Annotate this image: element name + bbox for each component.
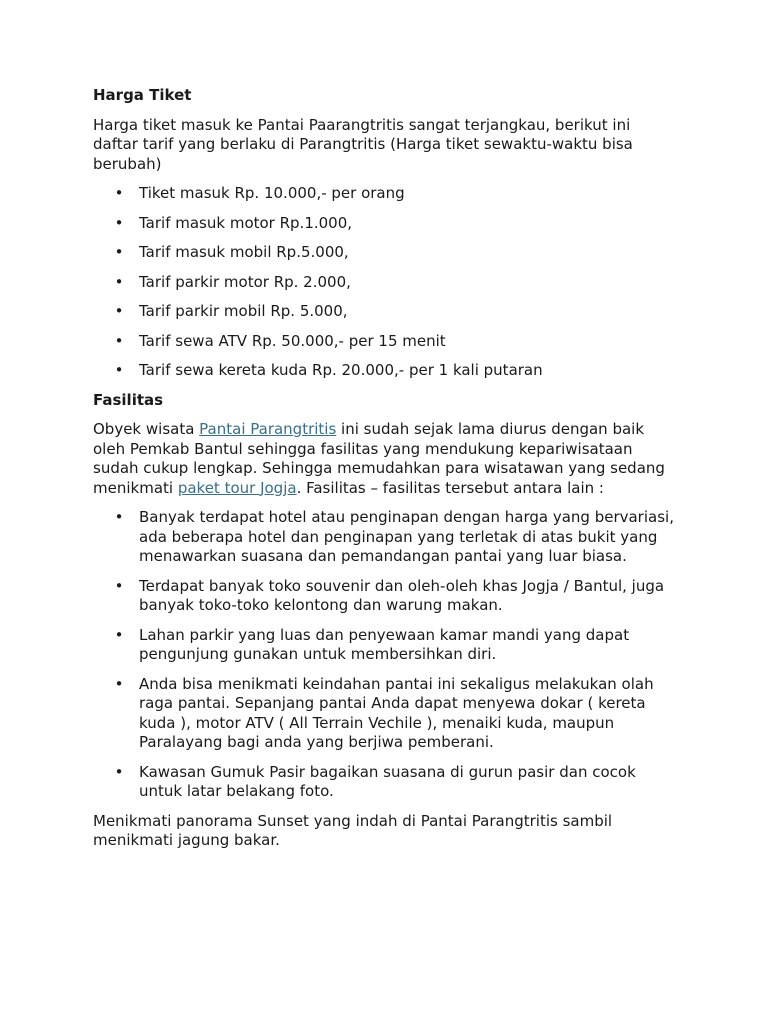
list-item (93, 508, 676, 567)
bullet-icon: • (114, 576, 124, 595)
bullet-icon: • (114, 302, 124, 320)
list-item (93, 302, 676, 322)
paragraph-text: . Fasilitas – fasilitas tersebut antara lain : (296, 478, 604, 497)
list-item (93, 184, 676, 204)
paragraph-text: ini sudah sejak lama diurus dengan baik oleh Pemkab Bantul sehingga fasilitas yang mendukung kepariwisataan sudah cukup lengkap. Sehingga memudahkan para wisatawan yang sedang menikmati (93, 420, 665, 497)
ticket-price-list (93, 184, 676, 381)
bullet-icon: • (114, 331, 124, 350)
fasilitas-paragraph (93, 420, 676, 498)
paragraph-text: Obyek wisata (93, 420, 200, 438)
list-item-text: Lahan parkir yang luas dan penyewaan kamar mandi yang dapat pengunjung gunakan untuk membersihkan diri. (139, 625, 630, 663)
bullet-icon: • (114, 243, 124, 261)
list-item (93, 332, 676, 352)
list-item (93, 361, 676, 381)
list-item-text: Banyak terdapat hotel atau penginapan dengan harga yang bervariasi, ada beberapa hotel dan penginapan yang terletak di atas bukit yang menawarkan suasana dan pemandangan pantai yang luar biasa. (139, 508, 674, 565)
list-item-text: Tarif sewa ATV Rp. 50.000,- per 15 menit (139, 331, 446, 350)
bullet-icon: • (114, 184, 124, 202)
bullet-icon: • (114, 272, 124, 291)
heading-harga-tiket: Harga Tiket (93, 86, 192, 104)
list-item (93, 577, 676, 616)
list-item-text: Tiket masuk Rp. 10.000,- per orang (139, 184, 405, 202)
list-item (93, 214, 676, 234)
list-item (93, 626, 676, 665)
link-paket-tour-jogja[interactable]: paket tour Jogja (177, 478, 297, 497)
list-item-text: Tarif masuk mobil Rp.5.000, (139, 243, 349, 261)
link-pantai-parangtritis[interactable]: Pantai Parangtritis (199, 420, 337, 438)
bullet-icon: • (114, 508, 124, 526)
list-item-text: Tarif parkir motor Rp. 2.000, (139, 272, 351, 291)
list-item-text: Terdapat banyak toko souvenir dan oleh-oleh khas Jogja / Bantul, juga banyak toko-toko kelontong dan warung makan. (139, 576, 665, 614)
list-item (93, 243, 676, 263)
facility-list (93, 508, 676, 802)
list-item-text: Anda bisa menikmati keindahan pantai ini sekaligus melakukan olah raga pantai. Sepanjang pantai Anda dapat menyewa dokar ( kereta kuda ), motor ATV ( All Terrain Vechile ), menaiki kuda, maupun Paralayang bagi anda yang berjiwa pemberani. (139, 674, 654, 751)
list-item-text: Kawasan Gumuk Pasir bagaikan suasana di gurun pasir dan cocok untuk latar belakang foto. (139, 762, 636, 800)
bullet-icon: • (114, 762, 124, 781)
list-item (93, 675, 676, 753)
bullet-icon: • (114, 625, 124, 644)
list-item-text: Tarif masuk motor Rp.1.000, (139, 213, 353, 232)
list-item-text: Tarif sewa kereta kuda Rp. 20.000,- per 1 kali putaran (139, 361, 543, 379)
intro-paragraph: Harga tiket masuk ke Pantai Paarangtritis sangat terjangkau, berikut ini daftar tarif yang berlaku di Parangtritis (Harga tiket sewaktu-waktu bisa berubah) (93, 115, 633, 173)
bullet-icon: • (114, 213, 124, 232)
list-item (93, 273, 676, 293)
closing-paragraph: Menikmati panorama Sunset yang indah di Pantai Parangtritis sambil menikmati jagung bakar. (93, 811, 613, 849)
bullet-icon: • (114, 674, 124, 693)
list-item-text: Tarif parkir mobil Rp. 5.000, (139, 302, 348, 320)
list-item (93, 763, 676, 802)
heading-fasilitas: Fasilitas (93, 390, 164, 409)
bullet-icon: • (114, 361, 124, 379)
